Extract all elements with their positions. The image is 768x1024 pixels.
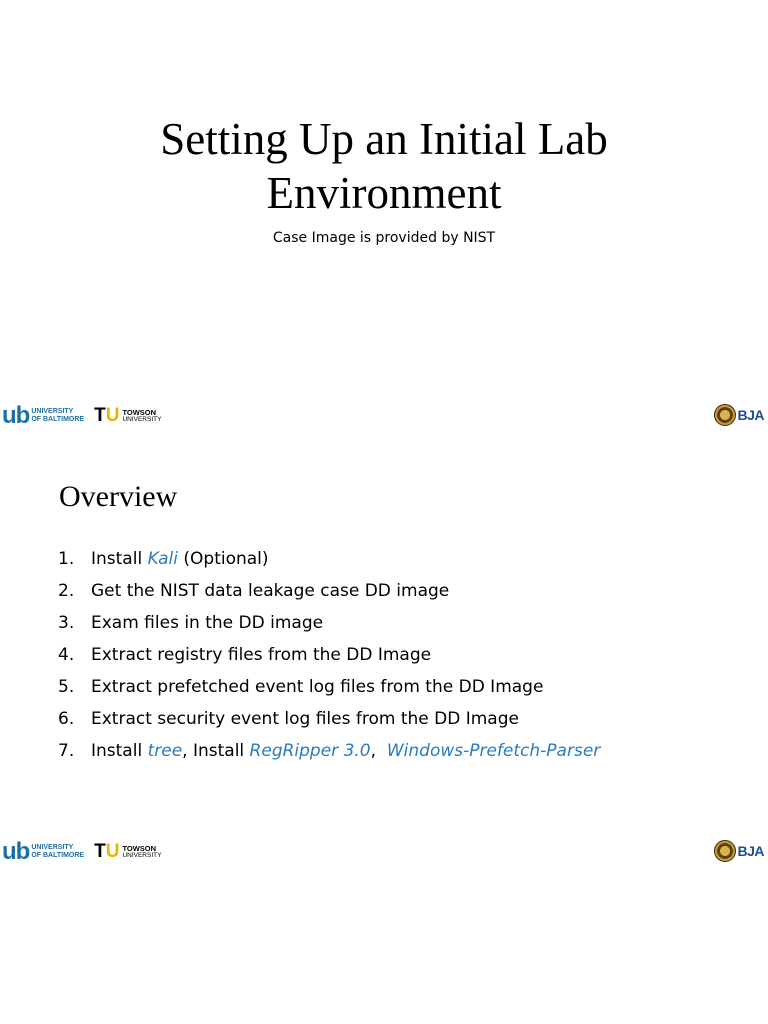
bja-logo [714, 840, 764, 862]
ub-logo-icon: ub [2, 838, 30, 865]
list-item: 1. Install Kali (Optional) [58, 549, 269, 569]
bja-logo-text: BJA [737, 843, 764, 859]
overview-slide [0, 440, 768, 870]
list-item: 4. Extract registry files from the DD Image [58, 645, 432, 665]
towson-logo-text: TOWSON UNIVERSITY [122, 844, 162, 859]
slide-subtitle: Case Image is provided by NIST [272, 230, 496, 246]
list-item: 5. Extract prefetched event log files from the DD Image [58, 677, 544, 697]
towson-logo-text: TOWSON UNIVERSITY [122, 408, 162, 423]
doj-seal-icon [714, 840, 736, 862]
prefetch-parser-link[interactable]: Windows-Prefetch-Parser [386, 741, 601, 761]
footer-logos-left [2, 840, 161, 864]
tree-link[interactable]: tree [147, 741, 183, 761]
kali-link[interactable]: Kali [147, 549, 178, 569]
title-slide [0, 0, 768, 440]
slide-title: Setting Up an Initial Lab Environment [160, 114, 608, 218]
towson-logo-icon: TU [94, 405, 120, 426]
list-item: 3. Exam files in the DD image [58, 613, 324, 633]
ub-logo-text: UNIVERSITY OF BALTIMORE [31, 844, 85, 859]
regripper-link[interactable]: RegRipper 3.0 [249, 741, 371, 761]
list-item: 7. Install tree, Install RegRipper 3.0, Windows-Prefetch-Parser [58, 741, 601, 761]
list-item: 2. Get the NIST data leakage case DD image [58, 581, 450, 601]
ub-logo-icon: ub [2, 402, 30, 429]
ub-logo-text: UNIVERSITY OF BALTIMORE [31, 408, 85, 423]
bja-logo-text: BJA [737, 407, 764, 423]
footer-logos-left [2, 404, 161, 428]
list-item: 6. Extract security event log files from the DD Image [58, 709, 519, 729]
overview-list [58, 548, 600, 772]
bja-logo [714, 404, 764, 426]
towson-logo-icon: TU [94, 841, 120, 862]
doj-seal-icon [714, 404, 736, 426]
slide-heading: Overview [59, 480, 178, 513]
